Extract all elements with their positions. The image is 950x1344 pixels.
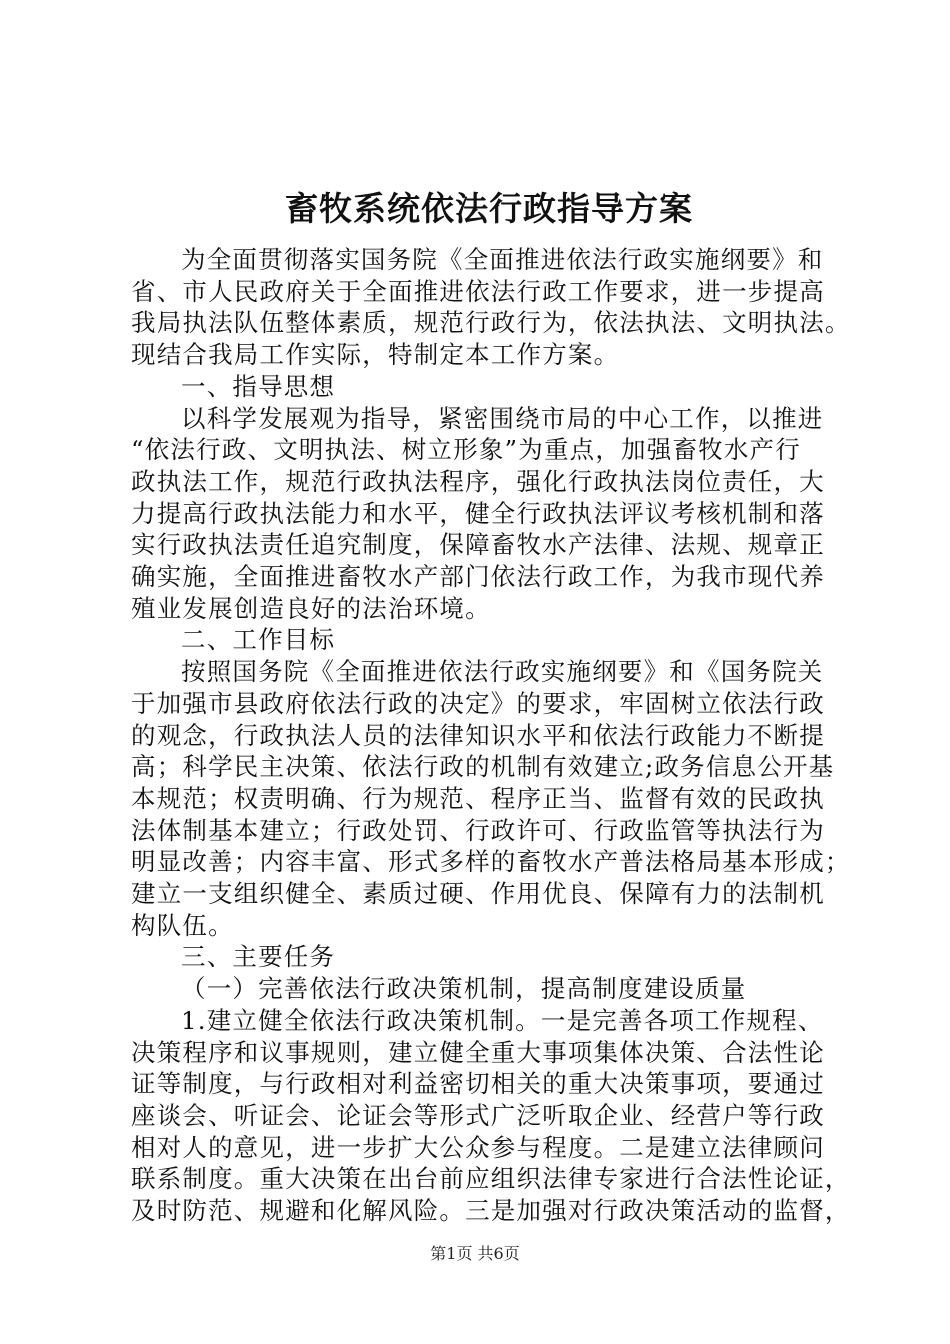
body-line: 二、工作目标 bbox=[181, 625, 336, 655]
body-line: 及时防范、规避和化解风险。三是加强对行政决策活动的监督， bbox=[131, 1196, 851, 1226]
body-line: 以科学发展观为指导，紧密围绕市局的中心工作，以推进 bbox=[181, 403, 824, 433]
body-line: 政执法工作，规范行政执法程序，强化行政执法岗位责任，大 bbox=[131, 466, 825, 496]
body-line: 为全面贯彻落实国务院《全面推进依法行政实施纲要》和 bbox=[181, 245, 824, 274]
document-body bbox=[131, 244, 851, 1227]
body-line: 本规范；权责明确、行为规范、程序正当、监督有效的民政执 bbox=[131, 783, 825, 813]
body-line: 构队伍。 bbox=[131, 910, 234, 940]
body-line: 法体制基本建立；行政处罚、行政许可、行政监管等执法行为 bbox=[131, 815, 825, 845]
body-line: 1.建立健全依法行政决策机制。一是完善各项工作规程、 bbox=[181, 1005, 824, 1035]
body-line: 一、指导思想 bbox=[181, 371, 336, 401]
body-line: 于加强市县政府依法行政的决定》的要求，牢固树立依法行政 bbox=[131, 688, 825, 718]
body-line: 决策程序和议事规则，建立健全重大事项集体决策、合法性论 bbox=[131, 1037, 825, 1067]
body-line: 联系制度。重大决策在出台前应组织法律专家进行合法性论证， bbox=[131, 1164, 851, 1194]
body-line: 现结合我局工作实际，特制定本工作方案。 bbox=[131, 340, 620, 370]
body-line: （一）完善依法行政决策机制，提高制度建设质量 bbox=[181, 974, 747, 1004]
body-line: 三、主要任务 bbox=[181, 942, 336, 972]
body-line: 按照国务院《全面推进依法行政实施纲要》和《国务院关 bbox=[181, 657, 824, 687]
page-footer: 第1页 共6页 bbox=[430, 1244, 520, 1263]
body-line: 实行政执法责任追究制度，保障畜牧水产法律、法规、规章正 bbox=[131, 530, 825, 560]
body-line: 高；科学民主决策、依法行政的机制有效建立;政务信息公开基 bbox=[131, 752, 835, 782]
body-line: 明显改善；内容丰富、形式多样的畜牧水产普法格局基本形成； bbox=[131, 847, 851, 877]
body-line: 我局执法队伍整体素质，规范行政行为，依法执法、文明执法。 bbox=[131, 308, 851, 338]
body-line: 相对人的意见，进一步扩大公众参与程度。二是建立法律顾问 bbox=[131, 1132, 825, 1162]
body-line: 力提高行政执法能力和水平，健全行政执法评议考核机制和落 bbox=[131, 498, 825, 528]
body-line: 殖业发展创造良好的法治环境。 bbox=[131, 593, 491, 623]
body-line: 座谈会、听证会、论证会等形式广泛听取企业、经营户等行政 bbox=[131, 1100, 825, 1130]
document-title: 畜牧系统依法行政指导方案 bbox=[285, 189, 693, 228]
body-line: 的观念，行政执法人员的法律知识水平和依法行政能力不断提 bbox=[131, 720, 825, 750]
body-line: 省、市人民政府关于全面推进依法行政工作要求，进一步提高 bbox=[131, 276, 825, 306]
body-line: 证等制度，与行政相对利益密切相关的重大决策事项，要通过 bbox=[131, 1069, 825, 1099]
body-line: 建立一支组织健全、素质过硬、作用优良、保障有力的法制机 bbox=[131, 879, 825, 909]
document-page bbox=[131, 180, 851, 1227]
body-line: 确实施，全面推进畜牧水产部门依法行政工作，为我市现代养 bbox=[131, 562, 825, 592]
body-line: “依法行政、文明执法、树立形象”为重点，加强畜牧水产行 bbox=[131, 435, 801, 465]
